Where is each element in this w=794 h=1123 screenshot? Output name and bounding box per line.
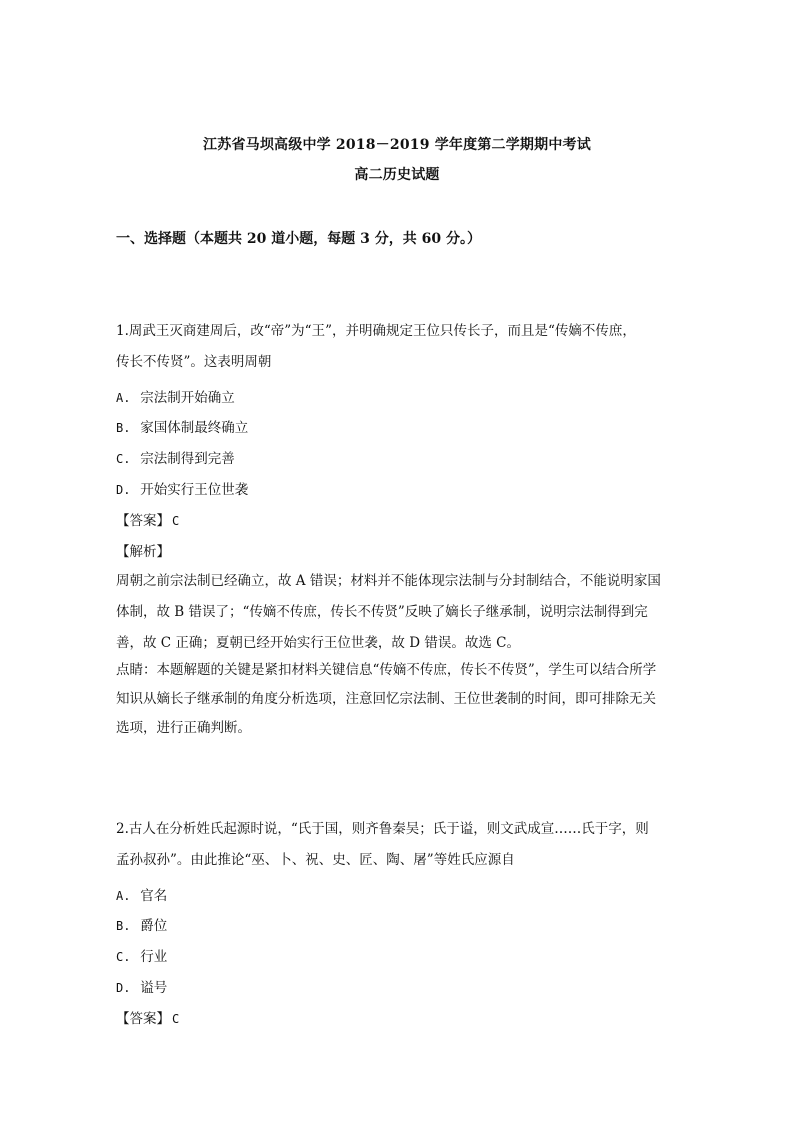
tip-line: 选项，进行正确判断。	[116, 720, 251, 736]
option-letter: C.	[116, 452, 131, 466]
option-letter: D.	[116, 483, 131, 497]
document-subtitle: 高二历史试题	[354, 167, 440, 183]
option-letter: B.	[116, 919, 131, 933]
answer-value: C	[172, 1012, 180, 1026]
tip-line: 知识从嫡长子继承制的角度分析选项，注意回忆宗法制、王位世袭制的时间，即可排除无关	[116, 691, 656, 707]
option-text: 开始实行王位世袭	[140, 482, 249, 498]
question-1-option-d	[116, 478, 248, 498]
question-2-stem-line: 孟孙叔孙”。由此推论“巫、卜、祝、史、匠、陶、屠”等姓氏应源自	[116, 852, 515, 868]
question-1-tip	[116, 656, 686, 743]
option-letter: D.	[116, 981, 131, 995]
question-2-stem	[116, 814, 686, 876]
option-text: 行业	[140, 949, 168, 965]
question-1-stem-line: 1.周武王灭商建周后，改“帝”为“王”，并明确规定王位只传长子，而且是“传嫡不传庶，	[116, 323, 636, 339]
answer-value: C	[172, 514, 180, 528]
question-1-option-b	[116, 416, 248, 436]
option-text: 宗法制开始确立	[140, 390, 235, 406]
question-2-option-d	[116, 976, 167, 996]
question-2-option-b	[116, 914, 167, 934]
question-1-analysis	[116, 566, 686, 659]
option-letter: A.	[116, 889, 131, 903]
document-title: 江苏省马坝高级中学 2018－2019 学年度第二学期期中考试	[203, 137, 591, 153]
question-2-option-a	[116, 884, 167, 904]
question-1-option-c	[116, 447, 235, 467]
tip-line: 点睛：本题解题的关键是紧扣材料关键信息“传嫡不传庶，传长不传贤”，学生可以结合所学	[116, 662, 657, 678]
option-letter: B.	[116, 421, 131, 435]
analysis-line: 周朝之前宗法制已经确立，故 A 错误；材料并不能体现宗法制与分封制结合，不能说明家国	[116, 573, 661, 589]
option-letter: C.	[116, 950, 131, 964]
option-text: 谥号	[140, 980, 168, 996]
answer-label: 【答案】	[116, 513, 170, 529]
question-1-stem-line: 传长不传贤”。这表明周朝	[116, 354, 272, 370]
option-text: 宗法制得到完善	[140, 451, 235, 467]
question-1-option-a	[116, 386, 235, 406]
analysis-line: 体制，故 B 错误了；“传嫡不传庶，传长不传贤”反映了嫡长子继承制，说明宗法制得到完	[116, 604, 648, 620]
option-text: 爵位	[140, 918, 168, 934]
option-letter: A.	[116, 391, 131, 405]
question-1-analysis-label: 【解析】	[116, 544, 170, 560]
question-1-stem	[116, 316, 686, 378]
section-heading: 一、选择题（本题共 20 道小题，每题 3 分，共 60 分。）	[116, 231, 481, 247]
option-text: 官名	[140, 888, 168, 904]
answer-label: 【答案】	[116, 1011, 170, 1027]
option-text: 家国体制最终确立	[140, 420, 249, 436]
question-2-answer	[116, 1007, 179, 1027]
question-1-answer	[116, 509, 179, 529]
analysis-line: 善，故 C 正确；夏朝已经开始实行王位世袭，故 D 错误。故选 C。	[116, 635, 520, 651]
question-2-stem-line: 2.古人在分析姓氏起源时说，“氏于国，则齐鲁秦吴；氏于谥，则文武成宣……氏于字，则	[116, 821, 649, 837]
question-2-option-c	[116, 945, 167, 965]
